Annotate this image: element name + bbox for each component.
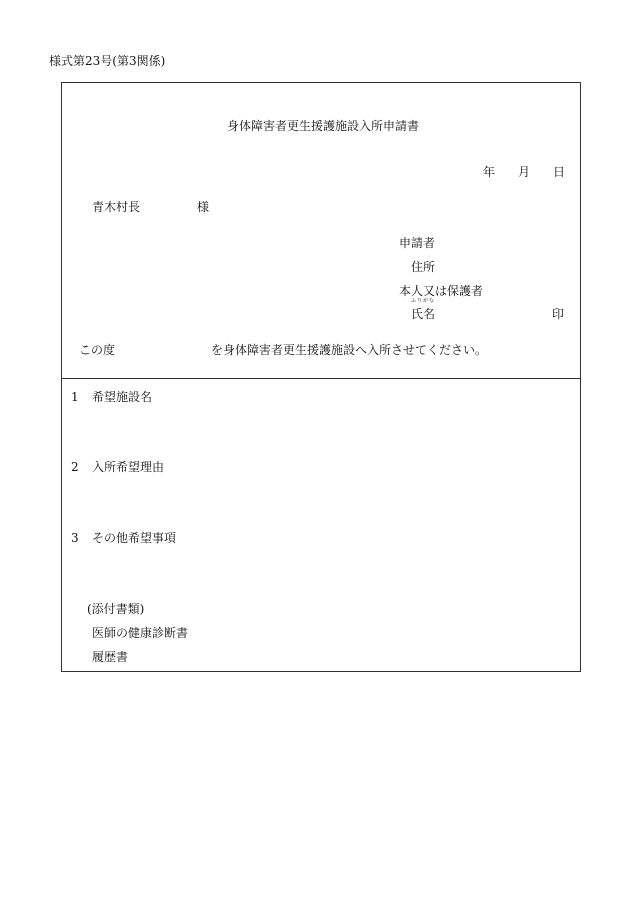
item-label-desired-facility: 希望施設名 — [92, 390, 153, 404]
attachments-heading: (添付書類) — [87, 602, 145, 616]
request-prefix: この度 — [79, 343, 116, 357]
request-body: を身体障害者更生援護施設へ入所させてください。 — [211, 343, 488, 357]
date-month-label: 月 — [518, 165, 531, 179]
item-number: 1 — [71, 390, 79, 404]
item-label-admission-reason: 入所希望理由 — [92, 460, 165, 474]
section-divider — [61, 378, 581, 379]
applicant-label: 申請者 — [399, 236, 436, 250]
date-year-label: 年 — [483, 165, 496, 179]
addressee-honorific: 様 — [197, 200, 210, 214]
form-number: 様式第23号(第3関係) — [49, 54, 166, 68]
applicant-address-label: 住所 — [411, 260, 436, 274]
applicant-relation-label: 本人又は保護者 — [399, 284, 484, 298]
form-title: 身体障害者更生援護施設入所申請書 — [227, 119, 420, 133]
seal-mark: 印 — [552, 307, 565, 321]
item-label-other-requests: その他希望事項 — [92, 531, 177, 545]
form-frame — [61, 82, 581, 672]
addressee-name: 青木村長 — [92, 200, 141, 214]
applicant-name-label: 氏名 — [411, 307, 436, 321]
attachment-item: 履歴書 — [92, 650, 129, 664]
item-number: 3 — [71, 531, 79, 545]
applicant-name-ruby: ふりがな — [411, 298, 436, 304]
date-day-label: 日 — [553, 165, 566, 179]
item-number: 2 — [71, 460, 79, 474]
attachment-item: 医師の健康診断書 — [92, 626, 189, 640]
